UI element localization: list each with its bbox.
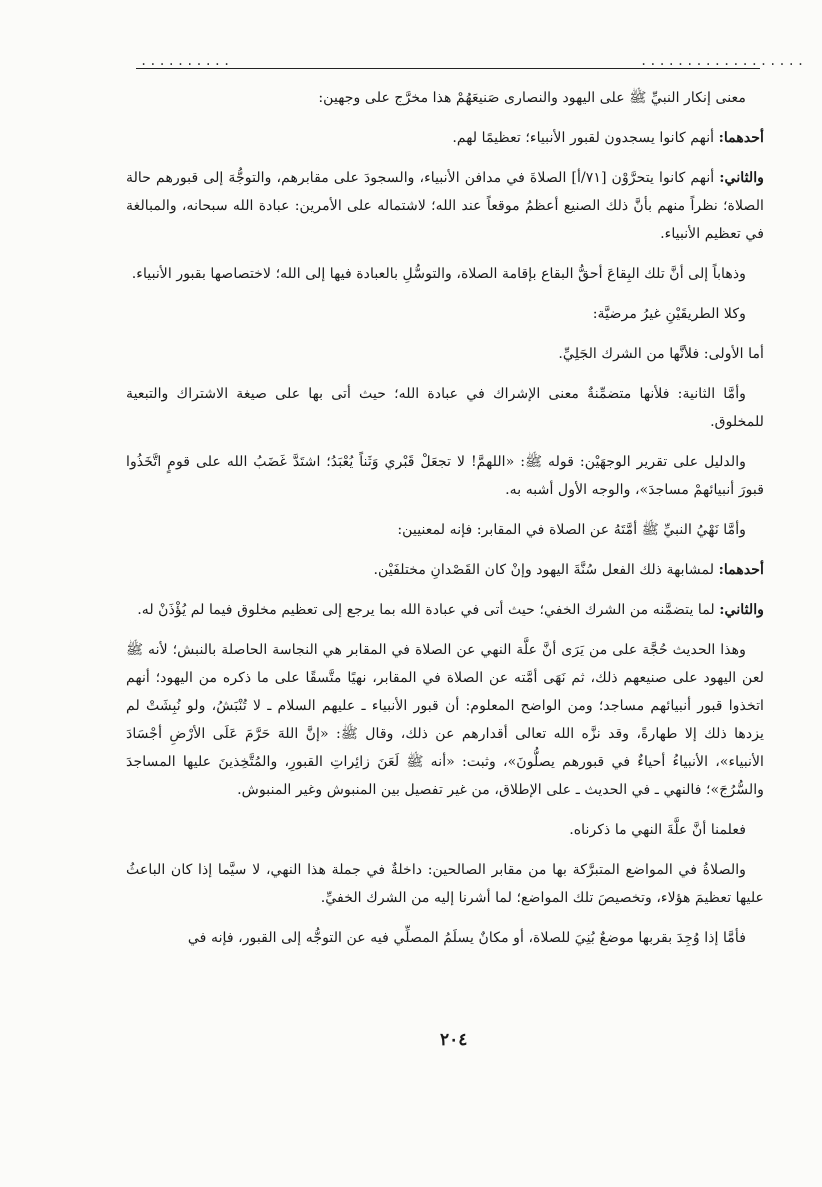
paragraph: وذهاباً إلى أنَّ تلك البِقاعَ أحقُّ البقاع بإقامة الصلاة، والتوسُّلِ بالعبادة فيها إلى الله؛ لاختصاصها بقبور الأنبياء.: [131, 266, 746, 282]
paragraph: وكلا الطريقَيْنِ غيرُ مرضيَّة:: [592, 306, 746, 322]
header-dots-left: ..........: [140, 54, 233, 68]
paragraph: وأمَّا نَهْيُ النبيِّ ﷺ أمَّتَهُ عن الصلاة في المقابر: فإنه لمعنيين:: [397, 522, 746, 538]
header-dots-right: ..................: [640, 54, 807, 68]
paragraph: أحدهما: أنهم كانوا يسجدون لقبور الأنبياء؛ تعظيمًا لهم.: [452, 130, 764, 146]
paragraph: والثاني: أنهم كانوا يتحرَّوْن [٧١/أ] الصلاةَ في مدافن الأنبياء، والسجودَ على مقابرهم، والتوجُّهَ إلى قبورهم حالة الصلاة؛ نظراً منهم بأنَّ ذلك الصنيع أعظمُ موقعاً عند الله؛ لاشتماله على الأمرين: عبادة الله سبحانه، والمبالغة في تعظيم الأنبياء.: [126, 170, 765, 242]
paragraph: وهذا الحديث حُجَّة على من يَرَى أنَّ علَّة النهي عن الصلاة في المقابر هي النجاسة الحاصلة بالنبش؛ لأنه ﷺ لعن اليهود على صنيعهم ذلك، ثم نَهَى أمَّته عن الصلاة في المقابر، نهيًا متَّسقًا على ما ذكره من اليهود؛ أنهم اتخذوا قبور أنبيائهم مساجد؛ ومن الواضح المعلوم: أن قبور الأنبياء ـ عليهم السلام ـ لا تُنْبَشُ، ولو نُبِشَتْ لم يزدها ذلك إلا طهارةً، وقد نزَّه الله تعالى أقدارهم عن ذلك، وقال ﷺ: «إنَّ اللهَ حَرَّمَ عَلَى الأرْضِ أجْسَادَ الأنبياء»، الأنبياءُ أحياءٌ في قبورهم يصلُّونَ»، وثبت: «أنه ﷺ لَعَنَ زائِراتِ القبورِ، والمُتَّخِذينَ عليها المساجدَ والسُّرُجَ»؛ فالنهي ـ في الحديث ـ على الإطلاق، من غير تفصيل بين المنبوش وغير المنبوش.: [126, 642, 764, 798]
paragraph: والدليل على تقرير الوجهَيْن: قوله ﷺ: «اللهمَّ! لا تجعَلْ قَبْري وَثَناً يُعْبَدُ؛ اشتَدَّ غَضَبُ الله على قومٍ اتَّخَذُوا قبورَ أنبيائهمْ مساجدَ»، والوجه الأول أشبه به.: [126, 454, 764, 498]
paragraph: والصلاةُ في المواضع المتبرَّكة بها من مقابر الصالحين: داخلةٌ في جملة هذا النهي، لا سيَّما إذا كان الباعثُ عليها تعظيمَ هؤلاء، وتخصيصَ تلك المواضع؛ لما أشرنا إليه من الشرك الخفيِّ.: [126, 862, 764, 906]
paragraph: معنى إنكار النبيِّ ﷺ على اليهود والنصارى صَنيعَهُمْ هذا مخرَّج على وجهين:: [318, 90, 746, 106]
paragraph: والثاني: لما يتضمَّنه من الشرك الخفي؛ حيث أتى في عبادة الله بما يرجع إلى تعظيم مخلوق فيما لم يُؤْذَنْ له.: [137, 602, 764, 618]
paragraph: أما الأولى: فلأنَّها من الشرك الجَلِيِّ.: [558, 346, 764, 362]
paragraph: فأمَّا إذا وُجِدَ بقربها موضعٌ بُنِيَ للصلاة، أو مكانٌ يسلَمُ المصلِّي فيه عن التوجُّه إلى القبور، فإنه في: [187, 930, 746, 946]
page-number: ٢٠٤: [440, 1030, 468, 1050]
paragraph: وأمَّا الثانية: فلأنها متضمِّنةٌ معنى الإشراك في عبادة الله؛ حيث أتى بها على صيغة الاشتراك والتبعية للمخلوق.: [126, 386, 764, 430]
paragraph: أحدهما: لمشابهة ذلك الفعل سُنَّةَ اليهود وإنْ كان القَصْدانِ مختلفَيْن.: [373, 562, 764, 578]
paragraph: فعلمنا أنَّ علَّةَ النهي ما ذكرناه.: [569, 822, 746, 838]
header-rule: [136, 68, 760, 69]
main-text: [126, 84, 764, 964]
